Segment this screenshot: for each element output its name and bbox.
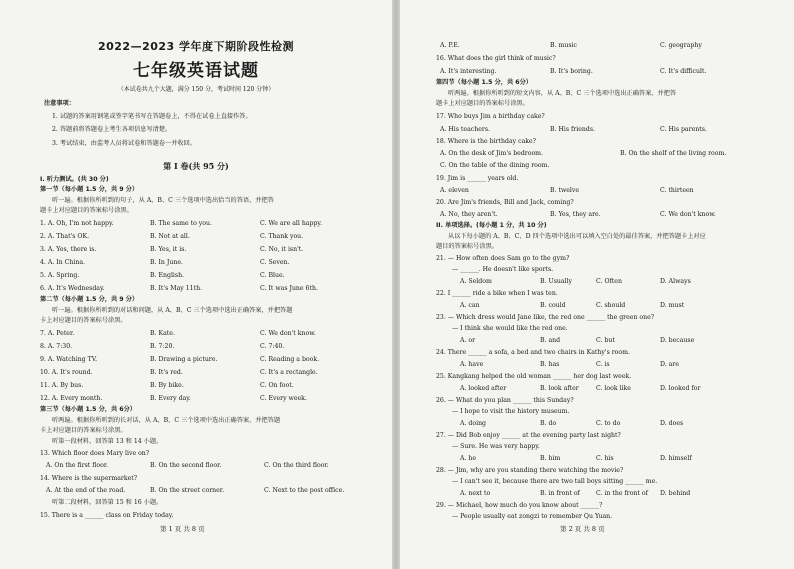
option: C. in the front of [596,490,648,497]
option: B. It's red. [150,369,183,376]
subsection-heading: 第一节（每小题 1.5 分，共 9 分） [40,186,139,193]
option: 6. A. It's Wednesday. [40,285,105,292]
option: B. in front of [540,490,580,497]
question-stem: 16. What does the girl think of music? [436,55,556,62]
option: C. Often [596,278,622,285]
exam-note: （本试卷共九个大题，满分 150 分，考试时间 120 分钟） [117,86,275,93]
option: B. In June. [150,259,183,266]
question-stem: 13. Which floor does Mary live on? [40,450,150,457]
option: C. On the third floor. [264,462,329,469]
instruction-line: 听第二段材料，回答第 15 和 16 小题。 [52,499,163,506]
option: 8. A. 7:30. [40,343,73,350]
option: C. is [596,361,610,368]
option: 5. A. Spring. [40,272,80,279]
option: 11. A. By bus. [40,382,84,389]
question-stem: — People usually eat zongzi to remember Qu Yuan. [452,513,613,520]
option: B. him [540,455,561,462]
instruction-line: 听第一段材料，回答第 13 和 14 小题。 [52,438,163,445]
option: A. Seldom [460,278,492,285]
exam-title: 2022—2023 学年度下期阶段性检测 [97,40,295,53]
option: 7. A. Peter. [40,330,75,337]
option: C. We don't know. [260,330,316,337]
subsection-heading: 第二节（每小题 1.5 分，共 9 分） [40,296,139,303]
section-heading: II. 单项选择。(每小题 1 分，共 10 分) [436,222,547,229]
instruction-line: 题卡上对应题目的答案标号涂黑。 [40,207,133,214]
question-stem: 26. — What do you plan ______ this Sunday? [436,397,574,404]
question-stem: 27. — Did Bob enjoy ______ at the evening party last night? [436,432,621,439]
option: 9. A. Watching TV. [40,356,98,363]
option: D. himself [660,455,692,462]
option: A. His teachers. [440,126,490,133]
option: C. Reading a book. [260,356,320,363]
option: D. are [660,361,679,368]
option: A. At the end of the road. [46,487,126,494]
option: C. We don't know. [660,211,716,218]
option: B. Drawing a picture. [150,356,218,363]
option: A. P.E. [440,42,460,49]
option: C. It's difficult. [660,68,707,75]
question-stem: 14. Where is the supermarket? [40,475,138,482]
option: B. On the second floor. [150,462,222,469]
question-stem: — ______. He doesn't like sports. [452,266,554,273]
subsection-heading: 第三节（每小题 1.5 分，共 6分） [40,406,136,413]
question-stem: 24. There ______ a sofa, a bed and two chairs in Kathy's room. [436,349,630,356]
option: B. could [540,302,566,309]
subsection-heading: 第四节（每小题 1.5 分，共 6分） [436,79,532,86]
option: B. Yes, it is. [150,246,187,253]
option: A. It's interesting. [440,68,497,75]
exam-page-2 [400,0,794,569]
option: C. look like [596,385,631,392]
option: C. Blue. [260,272,285,279]
page-footer: 第 1 页 共 8 页 [160,525,205,533]
option: A. can [460,302,480,309]
option: B. Yes, they are. [550,211,601,218]
notice-line: 1. 试题的答案用钢笔或签字笔书写在答题卷上，不得在试卷上直接作答。 [52,113,252,120]
option: A. No, they aren't. [440,211,498,218]
option: 3. A. Yes, there is. [40,246,97,253]
option: C. It's a rectangle. [260,369,318,376]
option: B. On the street corner. [150,487,225,494]
question-stem: — I hope to visit the history museum. [452,408,570,415]
question-stem: 29. — Michael, how much do you know about ______? [436,502,603,509]
option: A. On the desk of Jim's bedroom. [440,150,544,157]
option: 10. A. It's round. [40,369,93,376]
option: B. On the shelf of the living room. [620,150,727,157]
instruction-line: 卡上对应题目的答案标号涂黑。 [40,317,127,324]
option: C. Seven. [260,259,290,266]
option: C. geography [660,42,702,49]
question-stem: — Sure. He was very happy. [452,443,540,450]
option: B. Not at all. [150,233,190,240]
option: B. 7:20. [150,343,175,350]
page-footer: 第 2 页 共 8 页 [560,525,605,533]
instruction-line: 从以下每小题的 A、B、C、D 四个选项中选出可以填入空白处的最佳答案，并把答题卡上对应 [448,233,706,240]
instruction-line: 听两遍。根据你所听到的短文内容，从 A、B、C 三个选项中选出正确答案，并把答 [448,90,677,97]
question-stem: 21. — How often does Sam go to the gym? [436,255,570,262]
option: C. Next to the post office. [264,487,345,494]
option: 2. A. That's OK. [40,233,90,240]
option: A. he [460,455,477,462]
option: C. His parents. [660,126,707,133]
instruction-line: 题卡上对应题目的答案标号涂黑。 [436,100,529,107]
option: B. Kate. [150,330,175,337]
instruction-line: 卡上对应题目的答案标号涂黑。 [40,427,127,434]
option: B. Every day. [150,395,191,402]
question-stem: 19. Jim is ______ years old. [436,175,519,182]
question-stem: — I can't see it, because there are two tall boys sitting ______ me. [452,478,658,485]
instruction-line: 听一遍。根据你所听到的句子，从 A、B、C 三个选项中选出恰当的答语，并把答 [52,197,274,204]
question-stem: 15. There is a ______ class on Friday today. [40,512,174,519]
option: C. Every week. [260,395,307,402]
option: 1. A. Oh, I'm not happy. [40,220,114,227]
option: D. because [660,337,695,344]
option: 12. A. Every month. [40,395,103,402]
option: B. It's boring. [550,68,593,75]
section-heading: I. 听力测试。(共 30 分) [40,176,109,183]
option: B. English. [150,272,185,279]
option: C. but [596,337,615,344]
option: D. behind [660,490,691,497]
notice-heading: 注意事项： [44,100,75,107]
question-stem: 25. Kangkang helped the old woman ______ her dog last week. [436,373,632,380]
question-stem: 18. Where is the birthday cake? [436,138,536,145]
option: A. have [460,361,484,368]
option: B. His friends. [550,126,595,133]
option: C. No, it isn't. [260,246,304,253]
option: B. It's May 11th. [150,285,203,292]
option: B. do [540,420,557,427]
notice-line: 3. 考试结束，由监考人员将试卷和答题卷一并收回。 [52,140,196,147]
option: A. eleven [440,187,469,194]
option: C. thirteen [660,187,694,194]
option: C. 7:40. [260,343,285,350]
option: B. and [540,337,561,344]
instruction-line: 听一遍。根据你所听到的对话和问题，从 A、B、C 三个选项中选出正确答案，并把答题 [52,307,293,314]
option: B. By bike. [150,382,184,389]
option: C. It was June 6th. [260,285,318,292]
question-stem: 17. Who buys Jim a birthday cake? [436,113,545,120]
option: B. Usually [540,278,572,285]
option: C. We are all happy. [260,220,323,227]
question-stem: 20. Are Jim's friends, Bill and Jack, coming? [436,199,574,206]
option: A. next to [460,490,491,497]
option: D. looked for [660,385,701,392]
option: B. twelve [550,187,580,194]
option: D. does [660,420,684,427]
option: B. look after [540,385,579,392]
exam-page-1 [0,0,392,569]
question-stem: 28. — Jim, why are you standing there watching the movie? [436,467,624,474]
option: A. doing [460,420,487,427]
option: C. his [596,455,614,462]
notice-line: 2. 答题前将答题卷上考生各项信息写清楚。 [52,126,172,133]
option: A. looked after [460,385,507,392]
question-stem: — I think she would like the red one. [452,325,568,332]
page-gutter [392,0,400,569]
exam-subject: 七年级英语试题 [133,61,259,81]
part-heading: 第 I 卷(共 95 分) [163,161,229,171]
option: C. Thank you. [260,233,304,240]
option: 4. A. In China. [40,259,86,266]
option: D. Always [660,278,691,285]
question-stem: 22. I ______ ride a bike when I was ten. [436,290,558,297]
option: C. to do [596,420,621,427]
option: C. should [596,302,626,309]
instruction-line: 听两遍。根据你所听到的长对话，从 A、B、C 三个选项中选出正确答案，并把答题 [52,417,281,424]
option: A. On the first floor. [46,462,109,469]
option: B. The same to you. [150,220,212,227]
question-stem: 23. — Which dress would Jane like, the red one ______ the green one? [436,314,655,321]
option: B. music [550,42,577,49]
option: A. or [460,337,476,344]
option: C. On foot. [260,382,294,389]
option: D. must [660,302,685,309]
option: C. On the table of the dining room. [440,162,550,169]
option: B. has [540,361,560,368]
instruction-line: 题目的答案标号涂黑。 [436,243,498,250]
